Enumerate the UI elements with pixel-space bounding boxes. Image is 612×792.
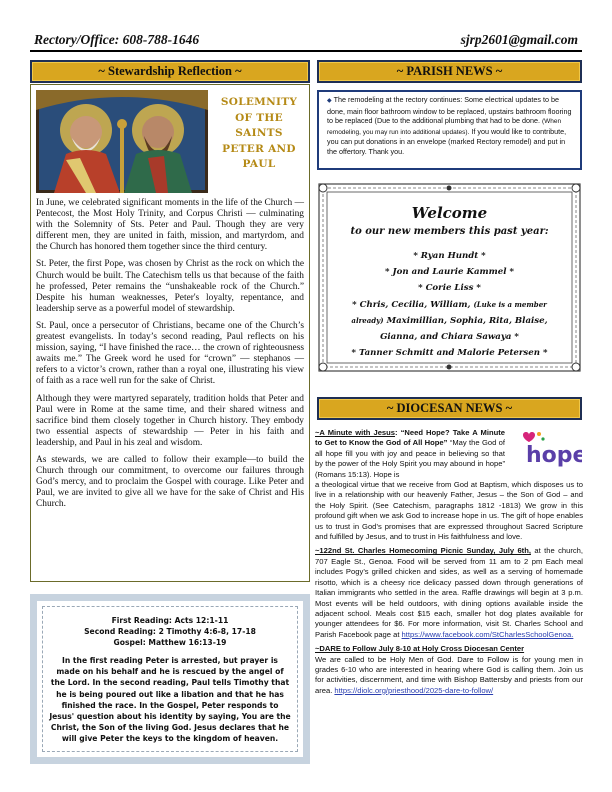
parish-text-main: The remodeling at the rectory continues: Some electrical updates to be done, main floor bathroom window to be replaced, upstairs bathroom flooring to be replaced (Due to the additional plumbing that had to be done. (327, 95, 572, 126)
parish-text-small: (When remodeling, you may run into additional updates). (327, 118, 562, 136)
title-line: SOLEMNITY (220, 96, 298, 108)
new-members-list (329, 248, 570, 361)
diocesan-news-banner: ~ DIOCESAN NEWS ~ (317, 397, 582, 420)
parish-news-text (327, 95, 576, 157)
stewardship-banner: ~ Stewardship Reflection ~ (30, 60, 310, 83)
page-header (30, 30, 582, 52)
member-line-part: Maximillian, Sophia, Rita, Blaise, (386, 315, 548, 326)
member-line: * Corie Liss * (418, 283, 481, 294)
readings-summary: In the first reading Peter is arrested, but prayer is made on his behalf and he is rescued by the angel of the Lord. In the second reading, Paul tells Timothy that he is being poured out like a libation and that he has finished the race. In the Gospel, Peter responds to Jesus' question about his identity by saying, You are the Christ, the Son of the living God. Jesus declares that he will give Peter the keys to the kingdom of heaven. (49, 656, 291, 744)
header-rule (30, 50, 582, 52)
stewardship-section (30, 84, 310, 582)
member-line: * Tanner Schmitt and Malorie Petersen * (351, 348, 548, 359)
member-line: Gianna, and Chiara Sawaya * (380, 332, 519, 343)
office-email: sjrp2601@gmail.com (460, 32, 578, 47)
office-phone: Rectory/Office: 608-788-1646 (34, 32, 200, 47)
hope-item (315, 428, 505, 480)
stewardship-article (36, 198, 304, 516)
picnic-item (315, 546, 583, 640)
title-line: SAINTS (235, 127, 283, 139)
member-line: * Ryan Hundt * (413, 251, 486, 261)
dare-to-follow-link[interactable]: https://diolc.org/priesthood/2025-dare-to-follow/ (334, 685, 494, 695)
paragraph: St. Paul, once a persecutor of Christians, became one of the Church’s greatest evangelists. In today’s second reading, Paul reflects on his mission, saying, “I have finished the race… the crown of righteousness awaits me.” The Greek word he used for “crown” — stephanos — refers to a victor’s crown, rather than a royal one, illustrating his view of faith as a race well run for the sake of Christ. (36, 320, 304, 387)
diamond-bullet-icon: ◆ (327, 98, 332, 104)
member-note: already) (351, 315, 384, 325)
parish-text-end: If you would like to contribute, you can put donations in an envelope (marked Rectory remodel) and put in the offertory. Thank you. (327, 126, 567, 156)
member-line-part: * Chris, Cecilia, William, (352, 299, 471, 310)
diocesan-news (315, 428, 583, 700)
parish-news-banner: ~ PARISH NEWS ~ (317, 60, 582, 83)
readings-box (30, 594, 310, 764)
member-line (329, 313, 570, 329)
parish-news-box (317, 90, 582, 170)
readings-inner (42, 606, 298, 752)
gospel-reading: Gospel: Matthew 16:13-19 (113, 638, 227, 647)
saints-peter-paul-icon-image (36, 90, 208, 193)
dare-item (315, 644, 583, 696)
member-line (329, 297, 570, 313)
picnic-body: at the church, 707 Eagle St., Genoa. Food will be served from 11 am to 2 pm Each meal includes Pogy’s grilled chicken and sides, as well as a serving of homemade risotto, which is a cheesy rice delicacy passed down through generations of Italian immigrants who settled in the area. Raffle drawings will begin at 3 p.m. Most events will be held outdoors, with dining options available inside the adjacent school. Meals cost $15 each, smaller hot dog plates available for younger attendees for $6. For more information, visit St. Charles School and Parish Facebook page at (315, 546, 583, 639)
dare-body: We are called to be Holy Men of God. Dare to Follow is for young men in grades 6-10 who are interested in hearing where God is calling them. Join us for activities, discernment, and time with Bishop Battersby and priests from our area. (315, 654, 583, 695)
welcome-subtitle: to our new members this past year: (350, 226, 549, 237)
title-line: OF THE (235, 111, 283, 124)
member-line: * Jon and Laurie Kammel * (385, 267, 514, 278)
welcome-frame (317, 182, 582, 373)
first-reading: First Reading: Acts 12:1-11 (111, 616, 229, 625)
paragraph: In June, we celebrated significant moments in the life of the Church — Pentecost, the Most Holy Trinity, and Corpus Christi — culminating with the Solemnity of Sts. Peter and Paul. Though they are very different men, they are united in faith, mission, and martyrdom, and the Church has honored them together since the third century. (36, 198, 304, 253)
member-note: (Luke is a member (473, 299, 547, 309)
title-line: PAUL (242, 158, 276, 170)
welcome-title: Welcome (411, 204, 488, 222)
paragraph: St. Peter, the first Pope, was chosen by Christ as the rock on which the Church would be built. The Catechism tells us that because of the faith he professed, Peter remains the “unshakeable rock of the Church.” Despite his human weaknesses, Peter's loyalty, repentance, and leadership serve as a powerful model of stewardship. (36, 259, 304, 314)
paragraph: Although they were martyred separately, tradition holds that Peter and Paul were in Rome at the same time, and their shared witness and sacrifice bind them closely together in Church history. They embody two essential aspects of stewardship — Peter in his faith and leadership, and Paul in his zeal and wisdom. (36, 393, 304, 448)
title-line: PETER AND (222, 142, 296, 155)
hope-body-a: “May the God of all hope fill you with joy and peace in believing so that by the power of the Holy Spirit you may abound in hope” (Romans 15:13). Hope is (315, 438, 505, 479)
hope-image-text: hope (526, 443, 582, 468)
picnic-title: ~122nd St. Charles Homecoming Picnic Sunday, July 6th, (315, 546, 531, 556)
paragraph: As stewards, we are called to follow their example—to build the Church through our commitment, to overcome our failures through God’s mercy, and to proclaim the Gospel with courage. Like Peter and Paul, we are invited to give all we have for the sake of Christ and His Church. (36, 454, 304, 510)
hope-item-cont: a theological virtue that we receive from God at Baptism, which disposes us to live in a relationship with our heavenly Father, Jesus – the Son of God – and the Holy Spirit. (See Catechism, paragraphs 1812 -1813) We grow in this profound gift when we ask God to increase hope in us. The gift of hope enables us to trust in God’s promises that are expressed throughout Sacred Scripture and fulfilled by Jesus, and to trust in His faithfulness and love. (315, 480, 583, 542)
hope-title-b: : “Need Hope? Take A Minute to Get to Know the God of All Hope” (315, 428, 505, 448)
picnic-facebook-link[interactable]: https://www.facebook.com/StCharlesSchoolGenoa. (401, 629, 574, 639)
saints-title (211, 95, 307, 173)
hope-title-a: ~A Minute with Jesus (315, 428, 396, 437)
second-reading: Second Reading: 2 Timothy 4:6-8, 17-18 (84, 627, 256, 636)
dare-title: ~DARE to Follow July 8-10 at Holy Cross Diocesan Center (315, 644, 525, 654)
